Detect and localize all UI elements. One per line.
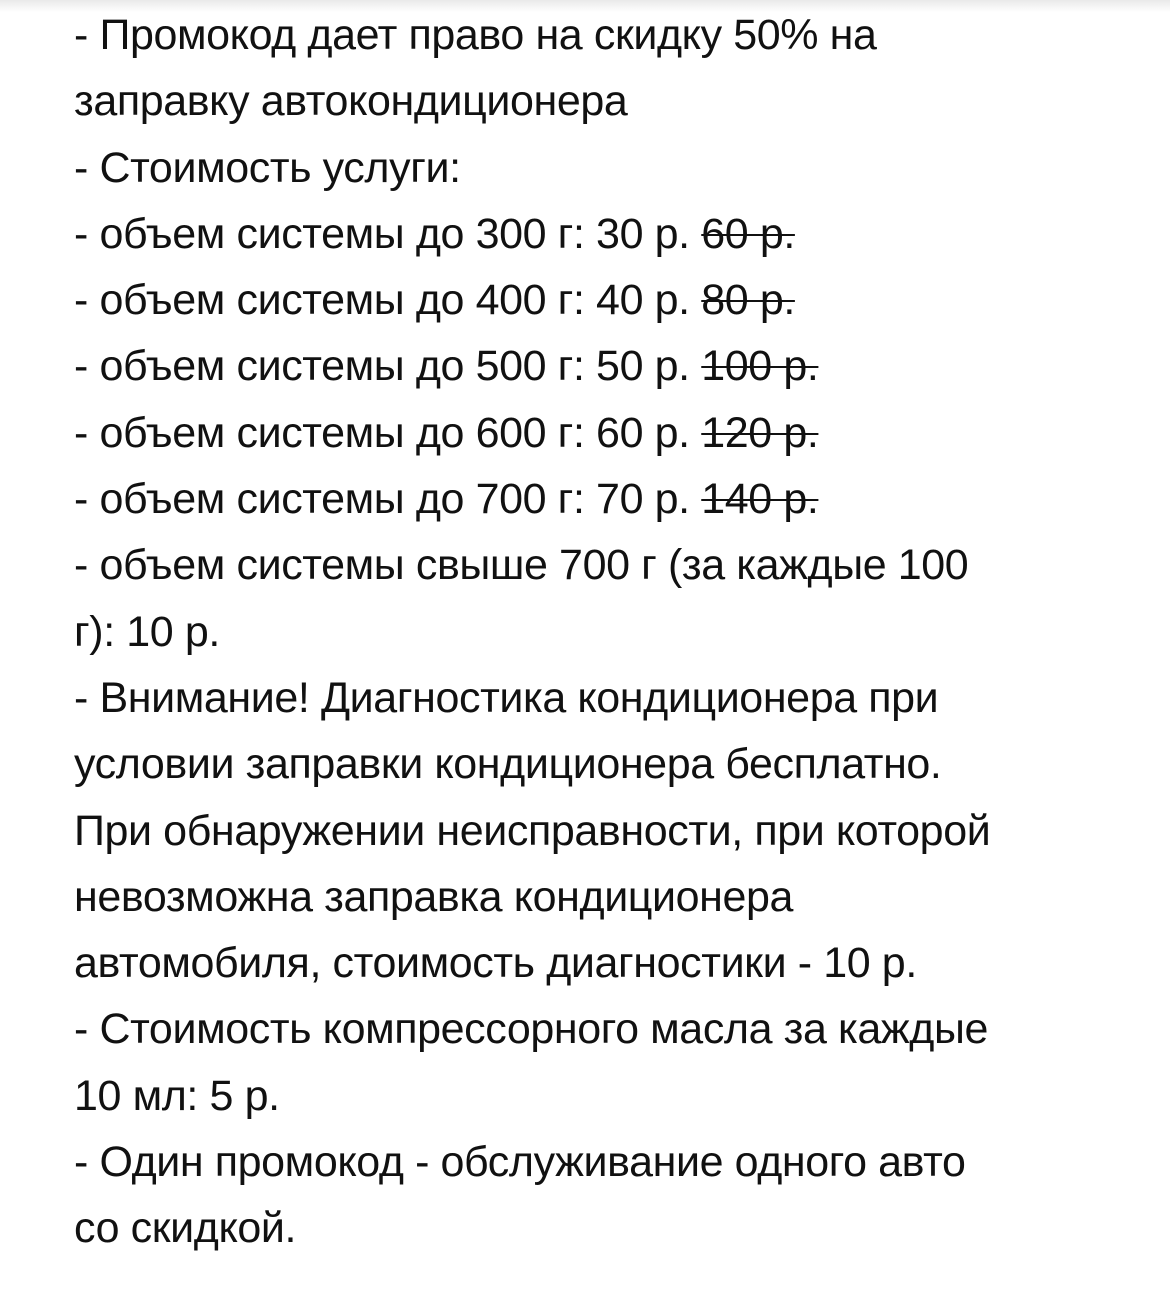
price-label: - объем системы до 600 г: 60 р. [74, 408, 690, 457]
promo-line-1: - Промокод дает право на скидку 50% на [74, 11, 877, 59]
attention-line-2: условии заправки кондиционера бесплатно. [74, 740, 942, 789]
promo-text-block [74, 2, 1134, 1262]
promo-line-2: заправку автокондиционера [74, 77, 628, 126]
cost-heading: - Стоимость услуги: [74, 143, 461, 192]
price-line-700 [74, 466, 1134, 532]
attention-line-3: При обнаружении неисправности, при которой [74, 806, 991, 855]
old-price: 100 р. [701, 342, 819, 391]
one-code-line-2: со скидкой. [74, 1204, 297, 1253]
old-price: 120 р. [701, 408, 819, 457]
oil-line-1: - Стоимость компрессорного масла за каждые [74, 1005, 988, 1054]
price-line-300 [74, 201, 1134, 267]
volume-over-line-2: г): 10 р. [74, 607, 220, 656]
price-line-400 [74, 267, 1134, 333]
price-line-500 [74, 333, 1134, 399]
price-label: - объем системы до 300 г: 30 р. [74, 209, 690, 258]
old-price: 60 р. [701, 209, 795, 258]
oil-line-2: 10 мл: 5 р. [74, 1071, 280, 1120]
price-line-600 [74, 400, 1134, 466]
attention-line-1: - Внимание! Диагностика кондиционера при [74, 673, 939, 722]
price-label: - объем системы до 700 г: 70 р. [74, 475, 690, 524]
attention-line-5: автомобиля, стоимость диагностики - 10 р. [74, 939, 917, 988]
price-label: - объем системы до 500 г: 50 р. [74, 342, 690, 391]
price-label: - объем системы до 400 г: 40 р. [74, 276, 690, 325]
one-code-line-1: - Один промокод - обслуживание одного авто [74, 1138, 966, 1187]
attention-line-4: невозможна заправка кондиционера [74, 872, 794, 921]
volume-over-line-1: - объем системы свыше 700 г (за каждые 100 [74, 541, 969, 590]
old-price: 140 р. [701, 475, 819, 524]
old-price: 80 р. [701, 276, 795, 325]
